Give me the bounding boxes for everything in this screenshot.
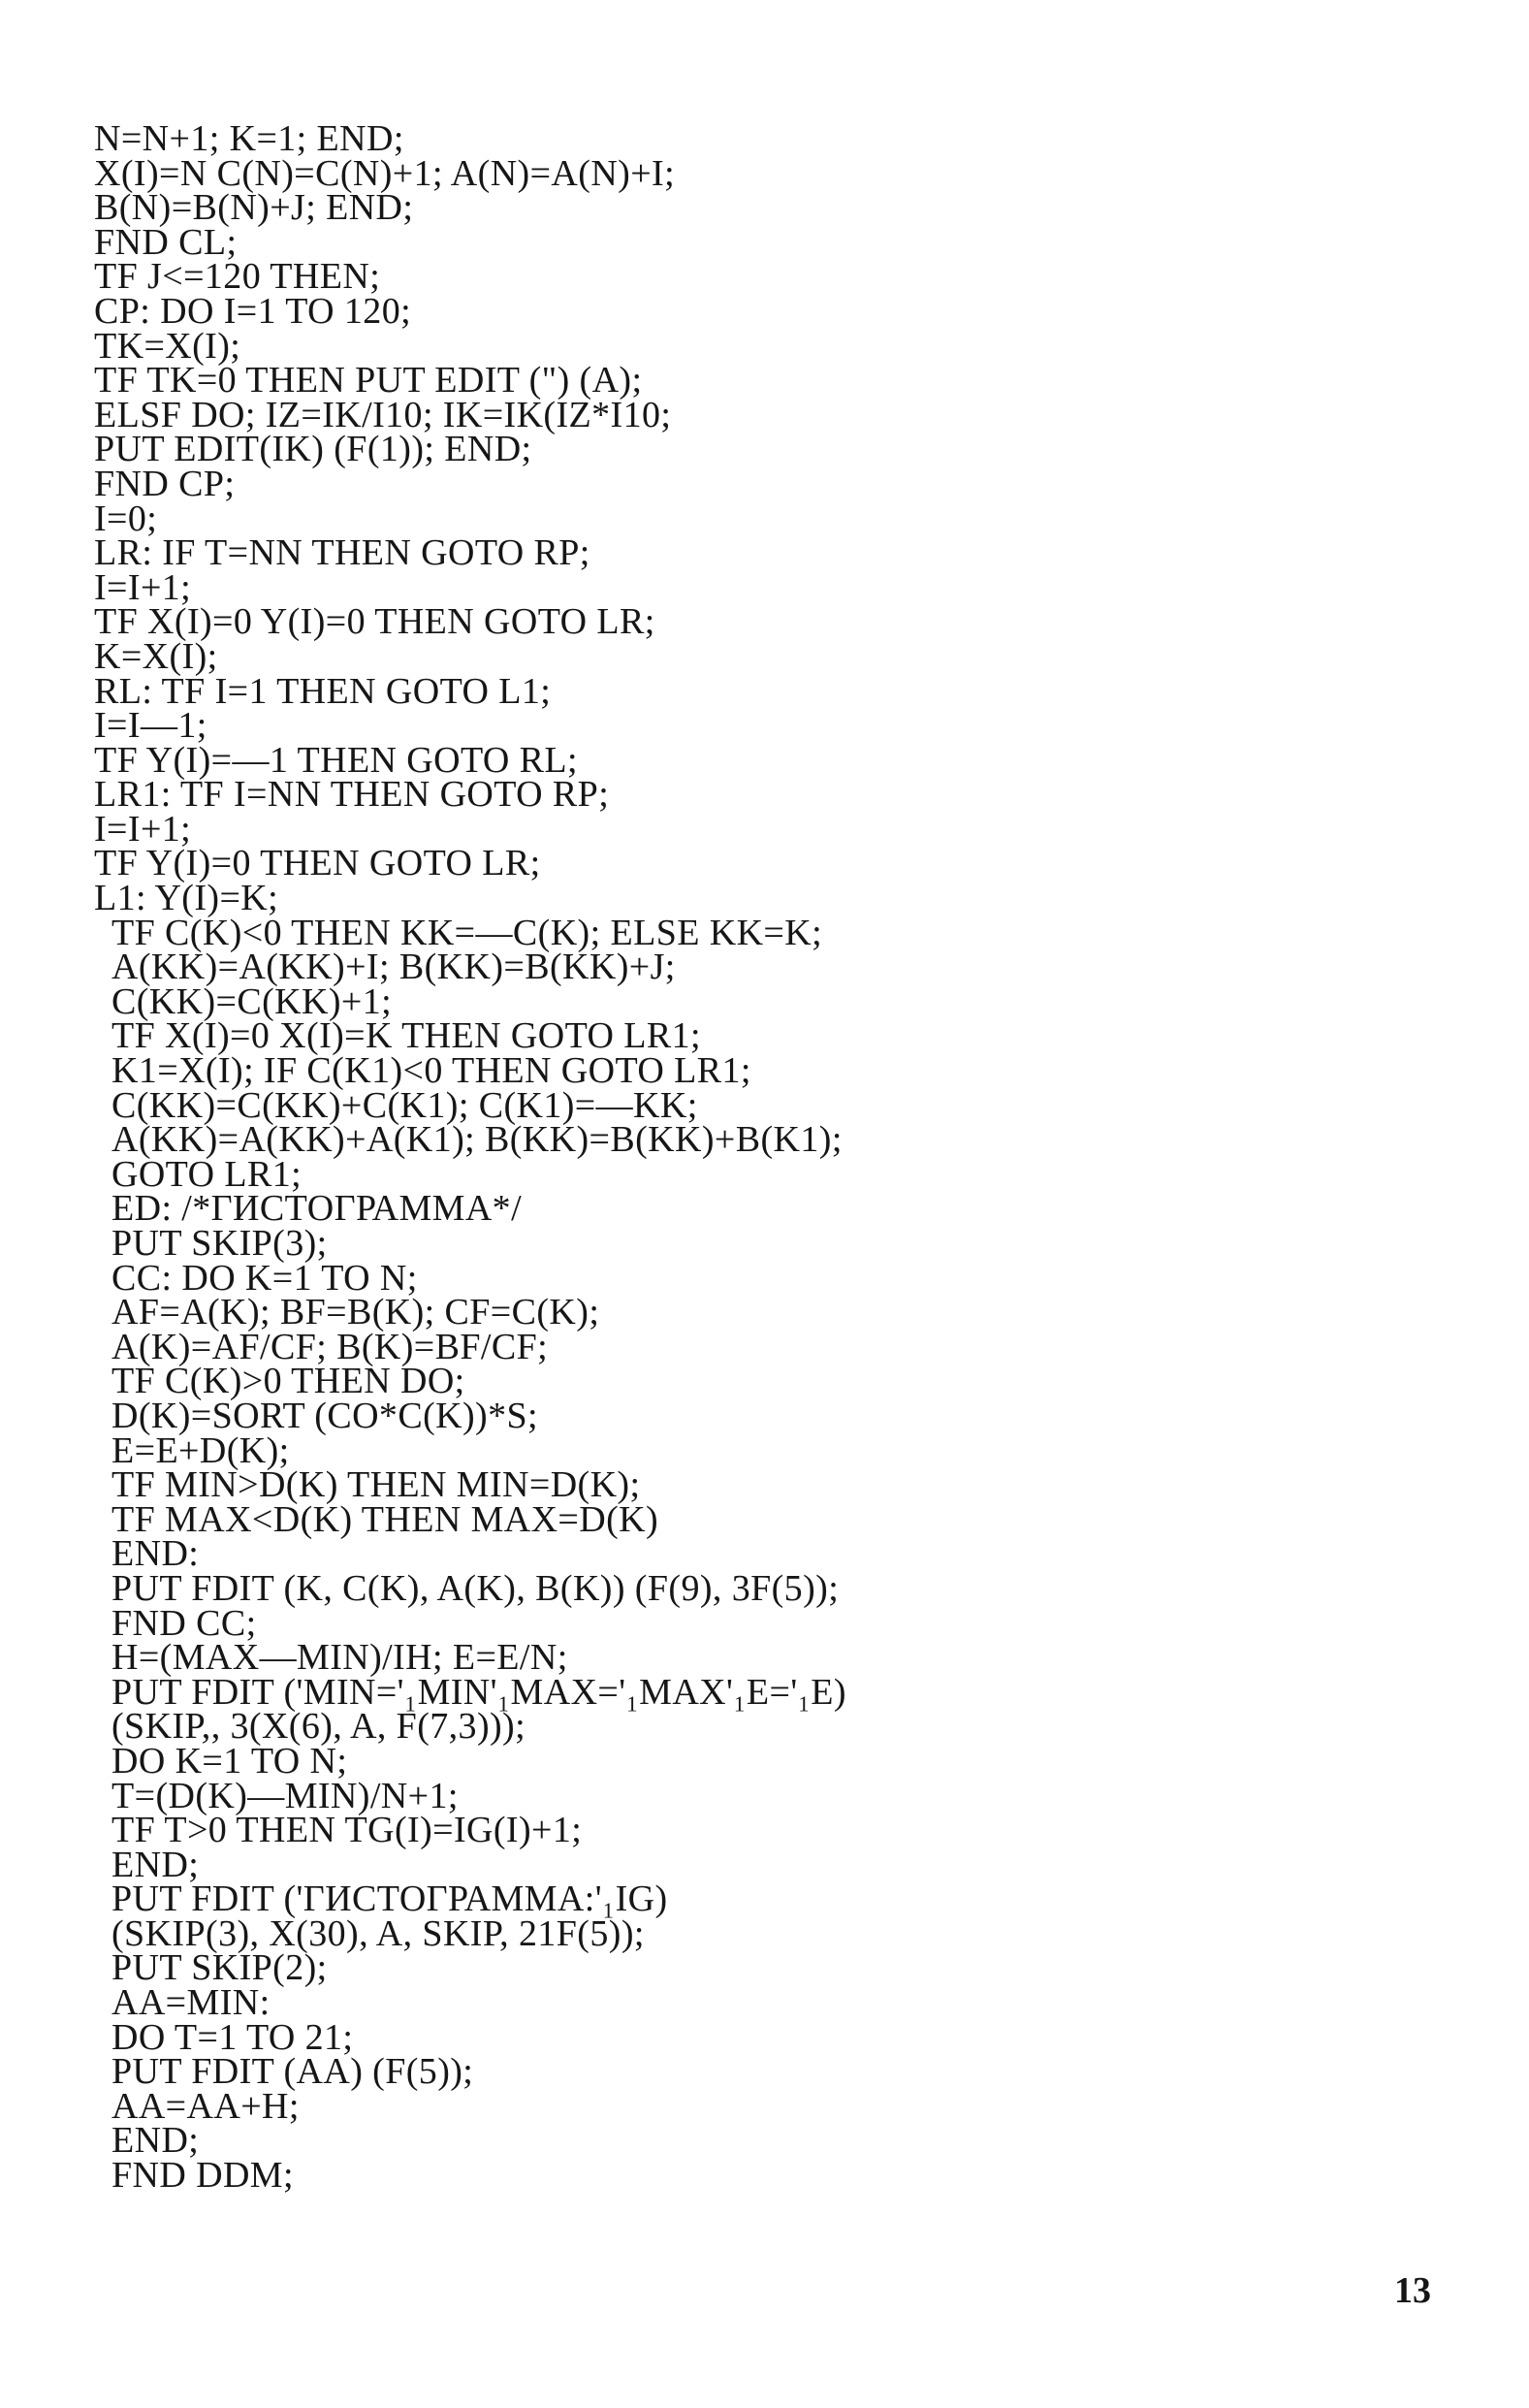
code-line: TF C(K)>0 THEN DO; xyxy=(111,1361,465,1402)
code-line: K=X(I); xyxy=(94,635,218,677)
code-line: PUT SKIP(2); xyxy=(111,1947,328,1989)
code-line: FND CP; xyxy=(94,463,236,504)
code-line: ED: /*ГИСТОГРАММА*/ xyxy=(111,1188,523,1230)
code-line: PUT EDIT(IK) (F(1)); END; xyxy=(94,429,532,470)
code-line: TK=X(I); xyxy=(94,325,241,367)
code-line: PUT FDIT (K, C(K), A(K), B(K)) (F(9), 3F(5)); xyxy=(111,1567,840,1609)
code-line: X(I)=N C(N)=C(N)+1; A(N)=A(N)+I; xyxy=(94,152,676,194)
code-line: TF C(K)<0 THEN KK=—C(K); ELSE KK=K; xyxy=(111,912,823,953)
code-line: ELSF DO; IZ=IK/I10; IK=IK(IZ*I10; xyxy=(94,394,672,435)
code-line: N=N+1; K=1; END; xyxy=(94,118,404,159)
code-line: TF TK=0 THEN PUT EDIT (") (A); xyxy=(94,360,643,401)
code-line: T=(D(K)—MIN)/N+1; xyxy=(111,1775,459,1816)
code-line: H=(MAX—MIN)/IH; E=E/N; xyxy=(111,1637,568,1679)
code-line: AF=A(K); BF=B(K); CF=C(K); xyxy=(111,1292,600,1333)
code-line: C(KK)=C(KK)+1; xyxy=(111,980,393,1022)
code-line: AA=MIN: xyxy=(111,1982,271,2024)
code-line: C(KK)=C(KK)+C(K1); C(K1)=—KK; xyxy=(111,1084,698,1126)
code-line: AA=AA+H; xyxy=(111,2085,300,2127)
code-line: A(K)=AF/CF; B(K)=BF/CF; xyxy=(111,1326,549,1367)
code-line: (SKIP,, 3(X(6), A, F(7,3))); xyxy=(111,1706,526,1748)
code-line: TF J<=120 THEN; xyxy=(94,256,381,298)
page-number: 13 xyxy=(1394,2270,1431,2311)
code-line: FND CC; xyxy=(111,1602,257,1644)
code-line: TF X(I)=0 Y(I)=0 THEN GOTO LR; xyxy=(94,601,655,643)
code-line: END: xyxy=(111,1533,200,1575)
code-line: TF MIN>D(K) THEN MIN=D(K); xyxy=(111,1464,641,1506)
code-line: B(N)=B(N)+J; END; xyxy=(94,187,414,229)
code-line: PUT FDIT (AA) (F(5)); xyxy=(111,2051,474,2093)
code-line: PUT FDIT ('MIN='₁MIN'₁MAX='₁MAX'₁E='₁E) xyxy=(111,1671,846,1713)
code-line: RL: TF I=1 THEN GOTO L1; xyxy=(94,670,552,712)
code-line: TF MAX<D(K) THEN MAX=D(K) xyxy=(111,1498,659,1540)
code-line: (SKIP(3), X(30), A, SKIP, 21F(5)); xyxy=(111,1912,645,1954)
code-line: LR: IF T=NN THEN GOTO RP; xyxy=(94,532,590,574)
code-line: TF Y(I)=—1 THEN GOTO RL; xyxy=(94,739,578,781)
code-line: END; xyxy=(111,2120,200,2162)
code-line: TF Y(I)=0 THEN GOTO LR; xyxy=(94,843,541,884)
code-listing xyxy=(94,118,1374,2197)
code-line: LR1: TF I=NN THEN GOTO RP; xyxy=(94,774,610,816)
code-line: I=I—1; xyxy=(94,705,207,747)
code-line: E=E+D(K); xyxy=(111,1429,290,1471)
code-line: L1: Y(I)=K; xyxy=(94,878,279,919)
code-line: I=I+1; xyxy=(94,808,192,850)
code-line: FND CL; xyxy=(94,221,238,263)
code-line: K1=X(I); IF C(K1)<0 THEN GOTO LR1; xyxy=(111,1050,751,1092)
code-line: GOTO LR1; xyxy=(111,1153,303,1195)
code-line: END; xyxy=(111,1844,200,1885)
code-line: A(KK)=A(KK)+A(K1); B(KK)=B(KK)+B(K1); xyxy=(111,1119,843,1161)
code-line: I=0; xyxy=(94,498,158,539)
code-line: TF T>0 THEN TG(I)=IG(I)+1; xyxy=(111,1810,583,1851)
code-line: DO T=1 TO 21; xyxy=(111,2016,354,2058)
code-line: CP: DO I=1 TO 120; xyxy=(94,290,412,332)
code-line: D(K)=SORT (CO*C(K))*S; xyxy=(111,1395,538,1436)
code-line: PUT FDIT ('ГИСТОГРАММА:'₁IG) xyxy=(111,1878,668,1920)
code-line: A(KK)=A(KK)+I; B(KK)=B(KK)+J; xyxy=(111,947,676,988)
code-line: I=I+1; xyxy=(94,566,192,608)
code-line: DO K=1 TO N; xyxy=(111,1740,348,1782)
code-line: CC: DO K=1 TO N; xyxy=(111,1257,418,1299)
code-line: FND DDM; xyxy=(111,2155,294,2197)
code-line: TF X(I)=0 X(I)=K THEN GOTO LR1; xyxy=(111,1015,701,1057)
code-line: PUT SKIP(3); xyxy=(111,1223,328,1264)
